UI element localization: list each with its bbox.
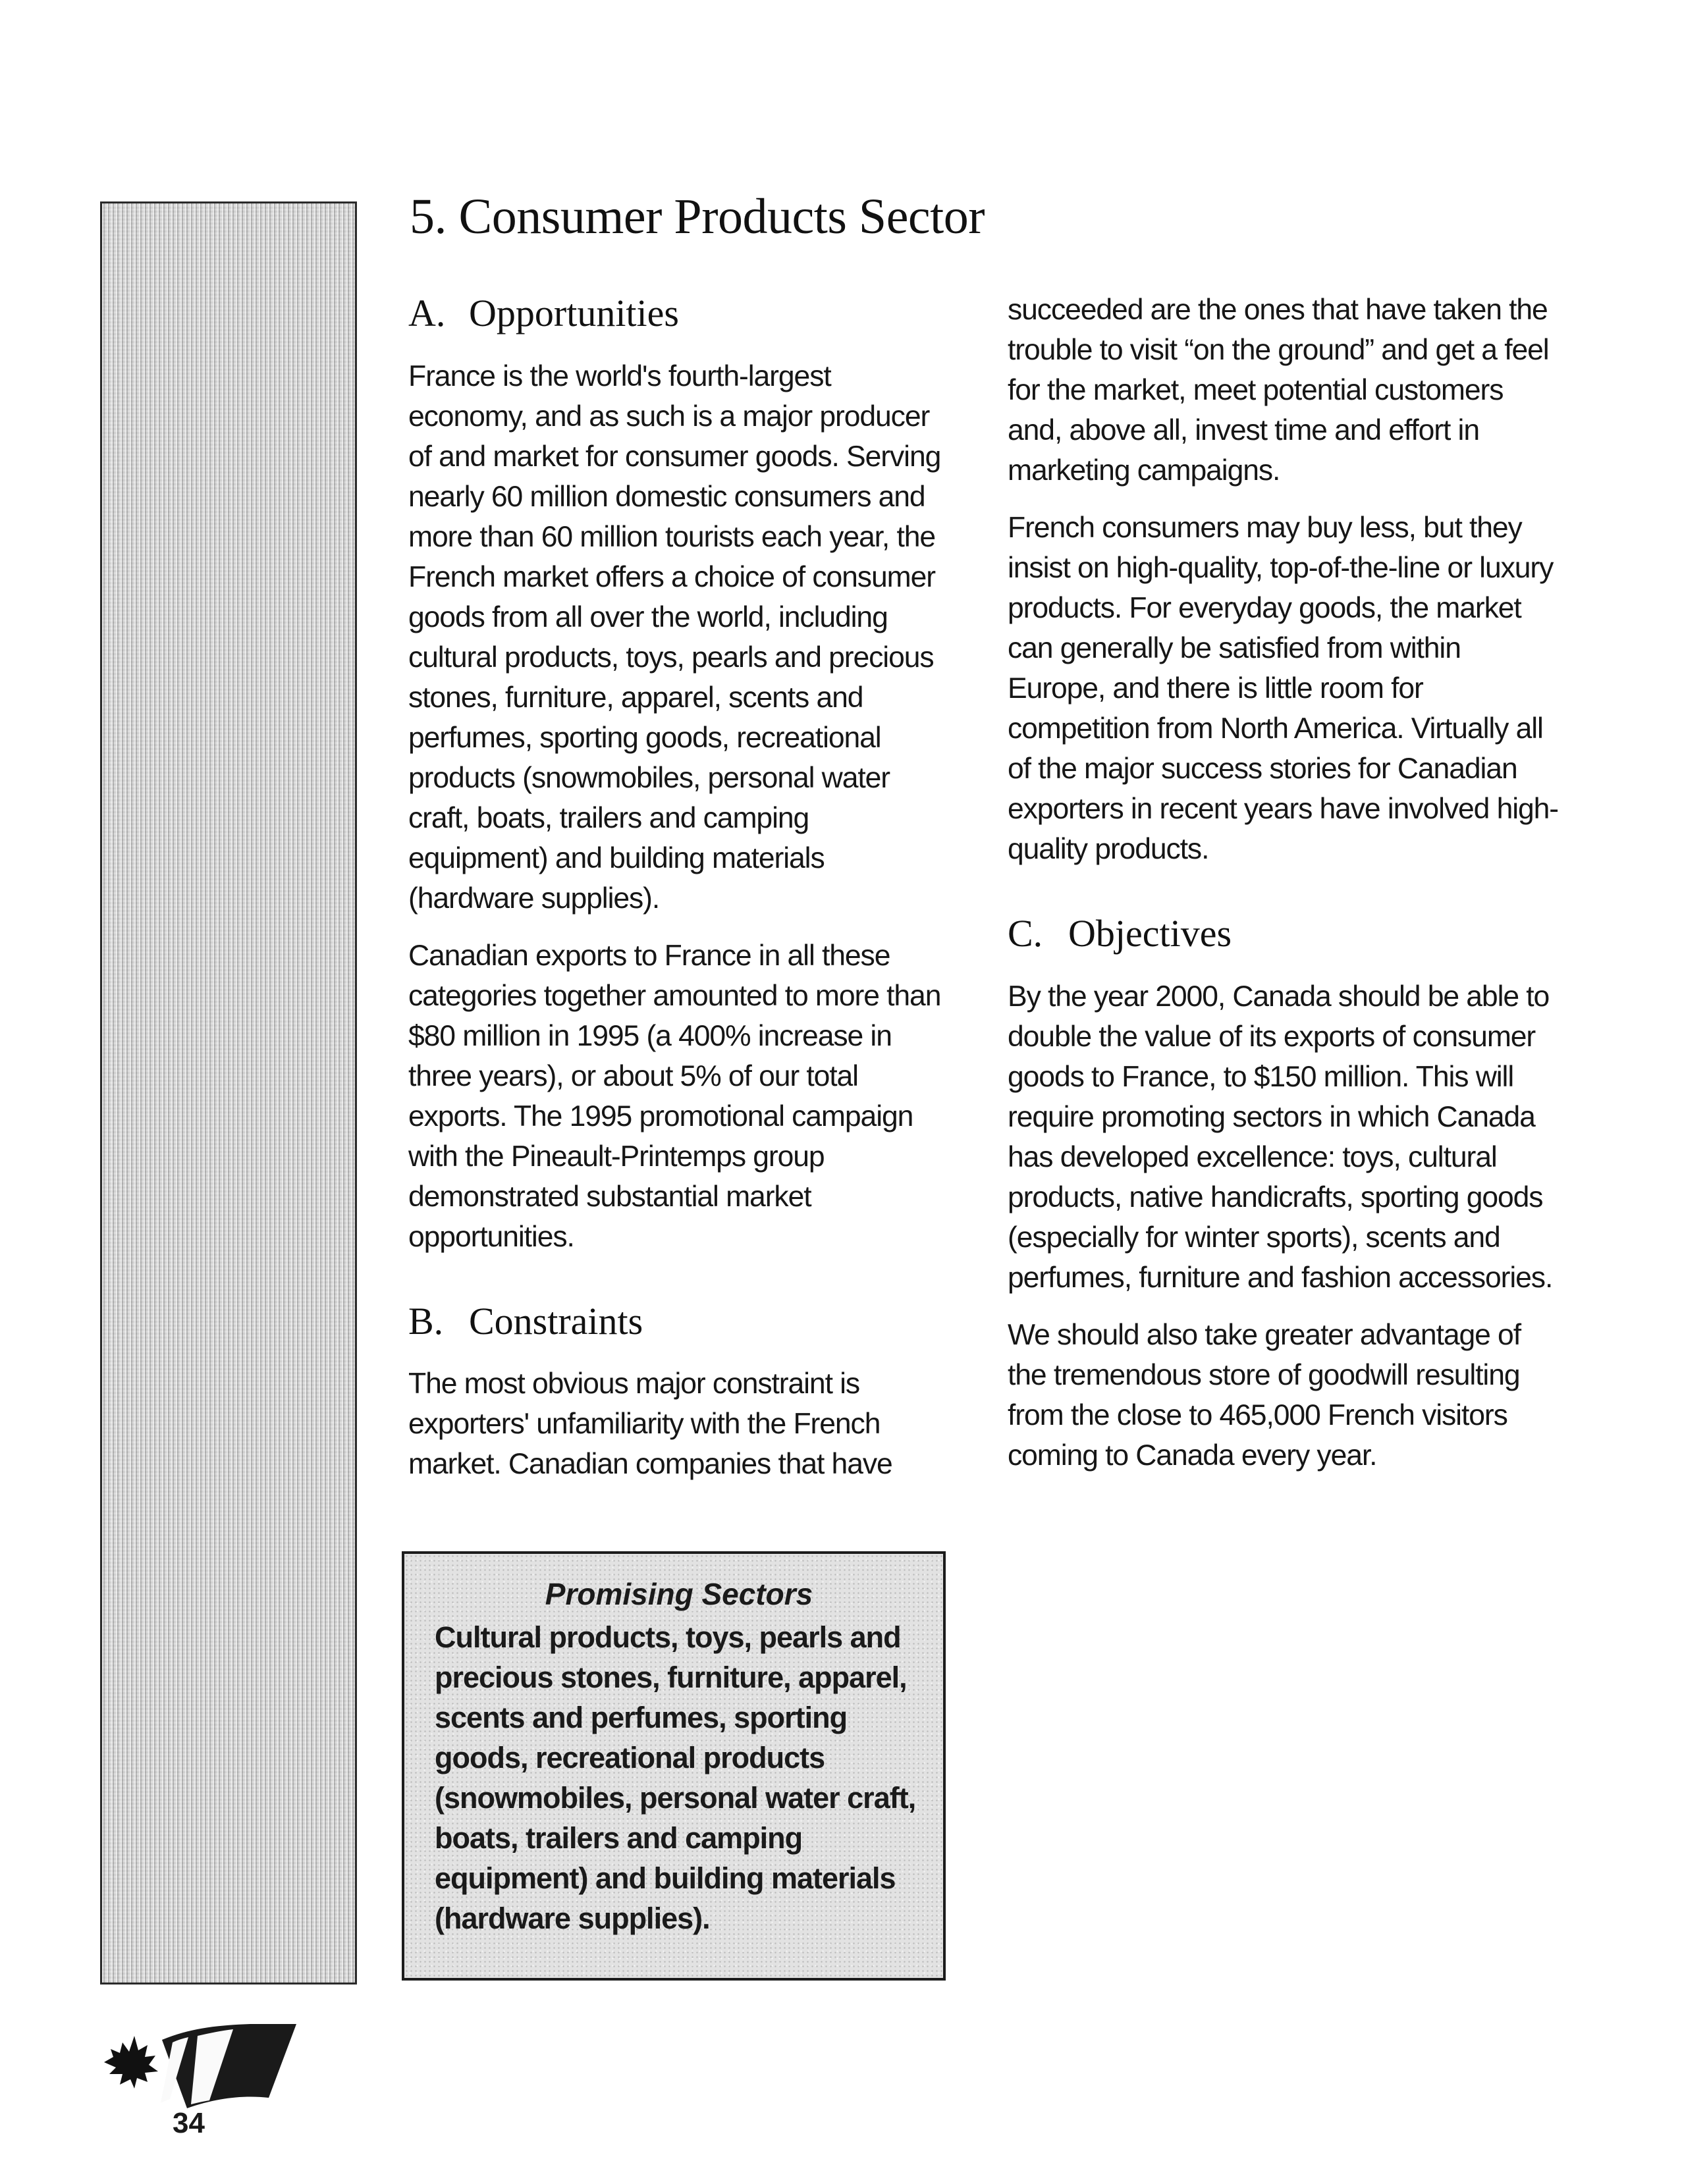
callout-body: Cultural products, toys, pearls and precious stones, furniture, apparel, scents and perfumes, sporting goods, recreational products (snowmobiles, personal water craft, boats, trailers and camping equipment) and building materials (hardware supplies). [435,1620,916,1935]
section-heading-opportunities [408,290,948,338]
section-title: Objectives [1068,912,1232,955]
section-label: A. [408,292,446,334]
section-title: Opportunities [469,292,679,334]
constraints-paragraph-1-start: The most obvious major constraint is exporters' unfamiliarity with the French market. Canadian companies that have [408,1368,892,1480]
section-heading-objectives [1008,910,1561,958]
constraints-paragraph-2: French consumers may buy less, but they insist on high-quality, top-of-the-line or luxury products. For everyday goods, the market can generally be satisfied from within Europe, and there is little room for competition from North America. Virtually all of the major success stories for Canadian exporters in recent years have involved high-quality products. [1008,512,1559,865]
right-column [1008,290,1561,1493]
callout-title: Promising Sectors [545,1577,813,1611]
objectives-paragraph-1: By the year 2000, Canada should be able to double the value of its exports of consumer goods to France, to $150 million. This will require promoting sectors in which Canada has developed excellence: toys, cultural products, native handicrafts, sporting goods (especially for winter sports), scents and perfumes, furniture and fashion accessories. [1008,980,1553,1294]
page-number: 34 [173,2107,205,2139]
page-title: 5. Consumer Products Sector [410,189,985,244]
objectives-paragraph-2: We should also take greater advantage of the tremendous store of goodwill resulting from the close to 465,000 French visitors coming to Canada every year. [1008,1318,1521,1472]
left-column [408,290,948,1501]
section-label: C. [1008,912,1043,955]
canada-france-flag-icon [99,2016,296,2108]
opportunities-paragraph-2: Canadian exports to France in all these categories together amounted to more than $80 million in 1995 (a 400% increase in three years), or about 5% of our total exports. The 1995 promotional campaign with the Pineault-Printemps group demonstrated substantial market opportunities. [408,939,941,1253]
promising-sectors-callout [402,1551,946,1981]
decorative-side-band [100,201,357,1984]
section-label: B. [408,1299,444,1343]
section-heading-constraints [408,1298,948,1346]
opportunities-paragraph-1: France is the world's fourth-largest economy, and as such is a major producer of and market for consumer goods. Serving nearly 60 million domestic consumers and more than 60 million tourists each year, the French market offers a choice of consumer goods from all over the world, including cultural products, toys, pearls and precious stones, furniture, apparel, scents and perfumes, sporting goods, recreational products (snowmobiles, personal water craft, boats, trailers and camping equipment) and building materials (hardware supplies). [408,360,941,915]
section-title: Constraints [469,1299,643,1343]
constraints-paragraph-1-end: succeeded are the ones that have taken the trouble to visit “on the ground” and get a feel for the market, meet potential customers and, above all, invest time and effort in marketing campaigns. [1008,294,1549,487]
